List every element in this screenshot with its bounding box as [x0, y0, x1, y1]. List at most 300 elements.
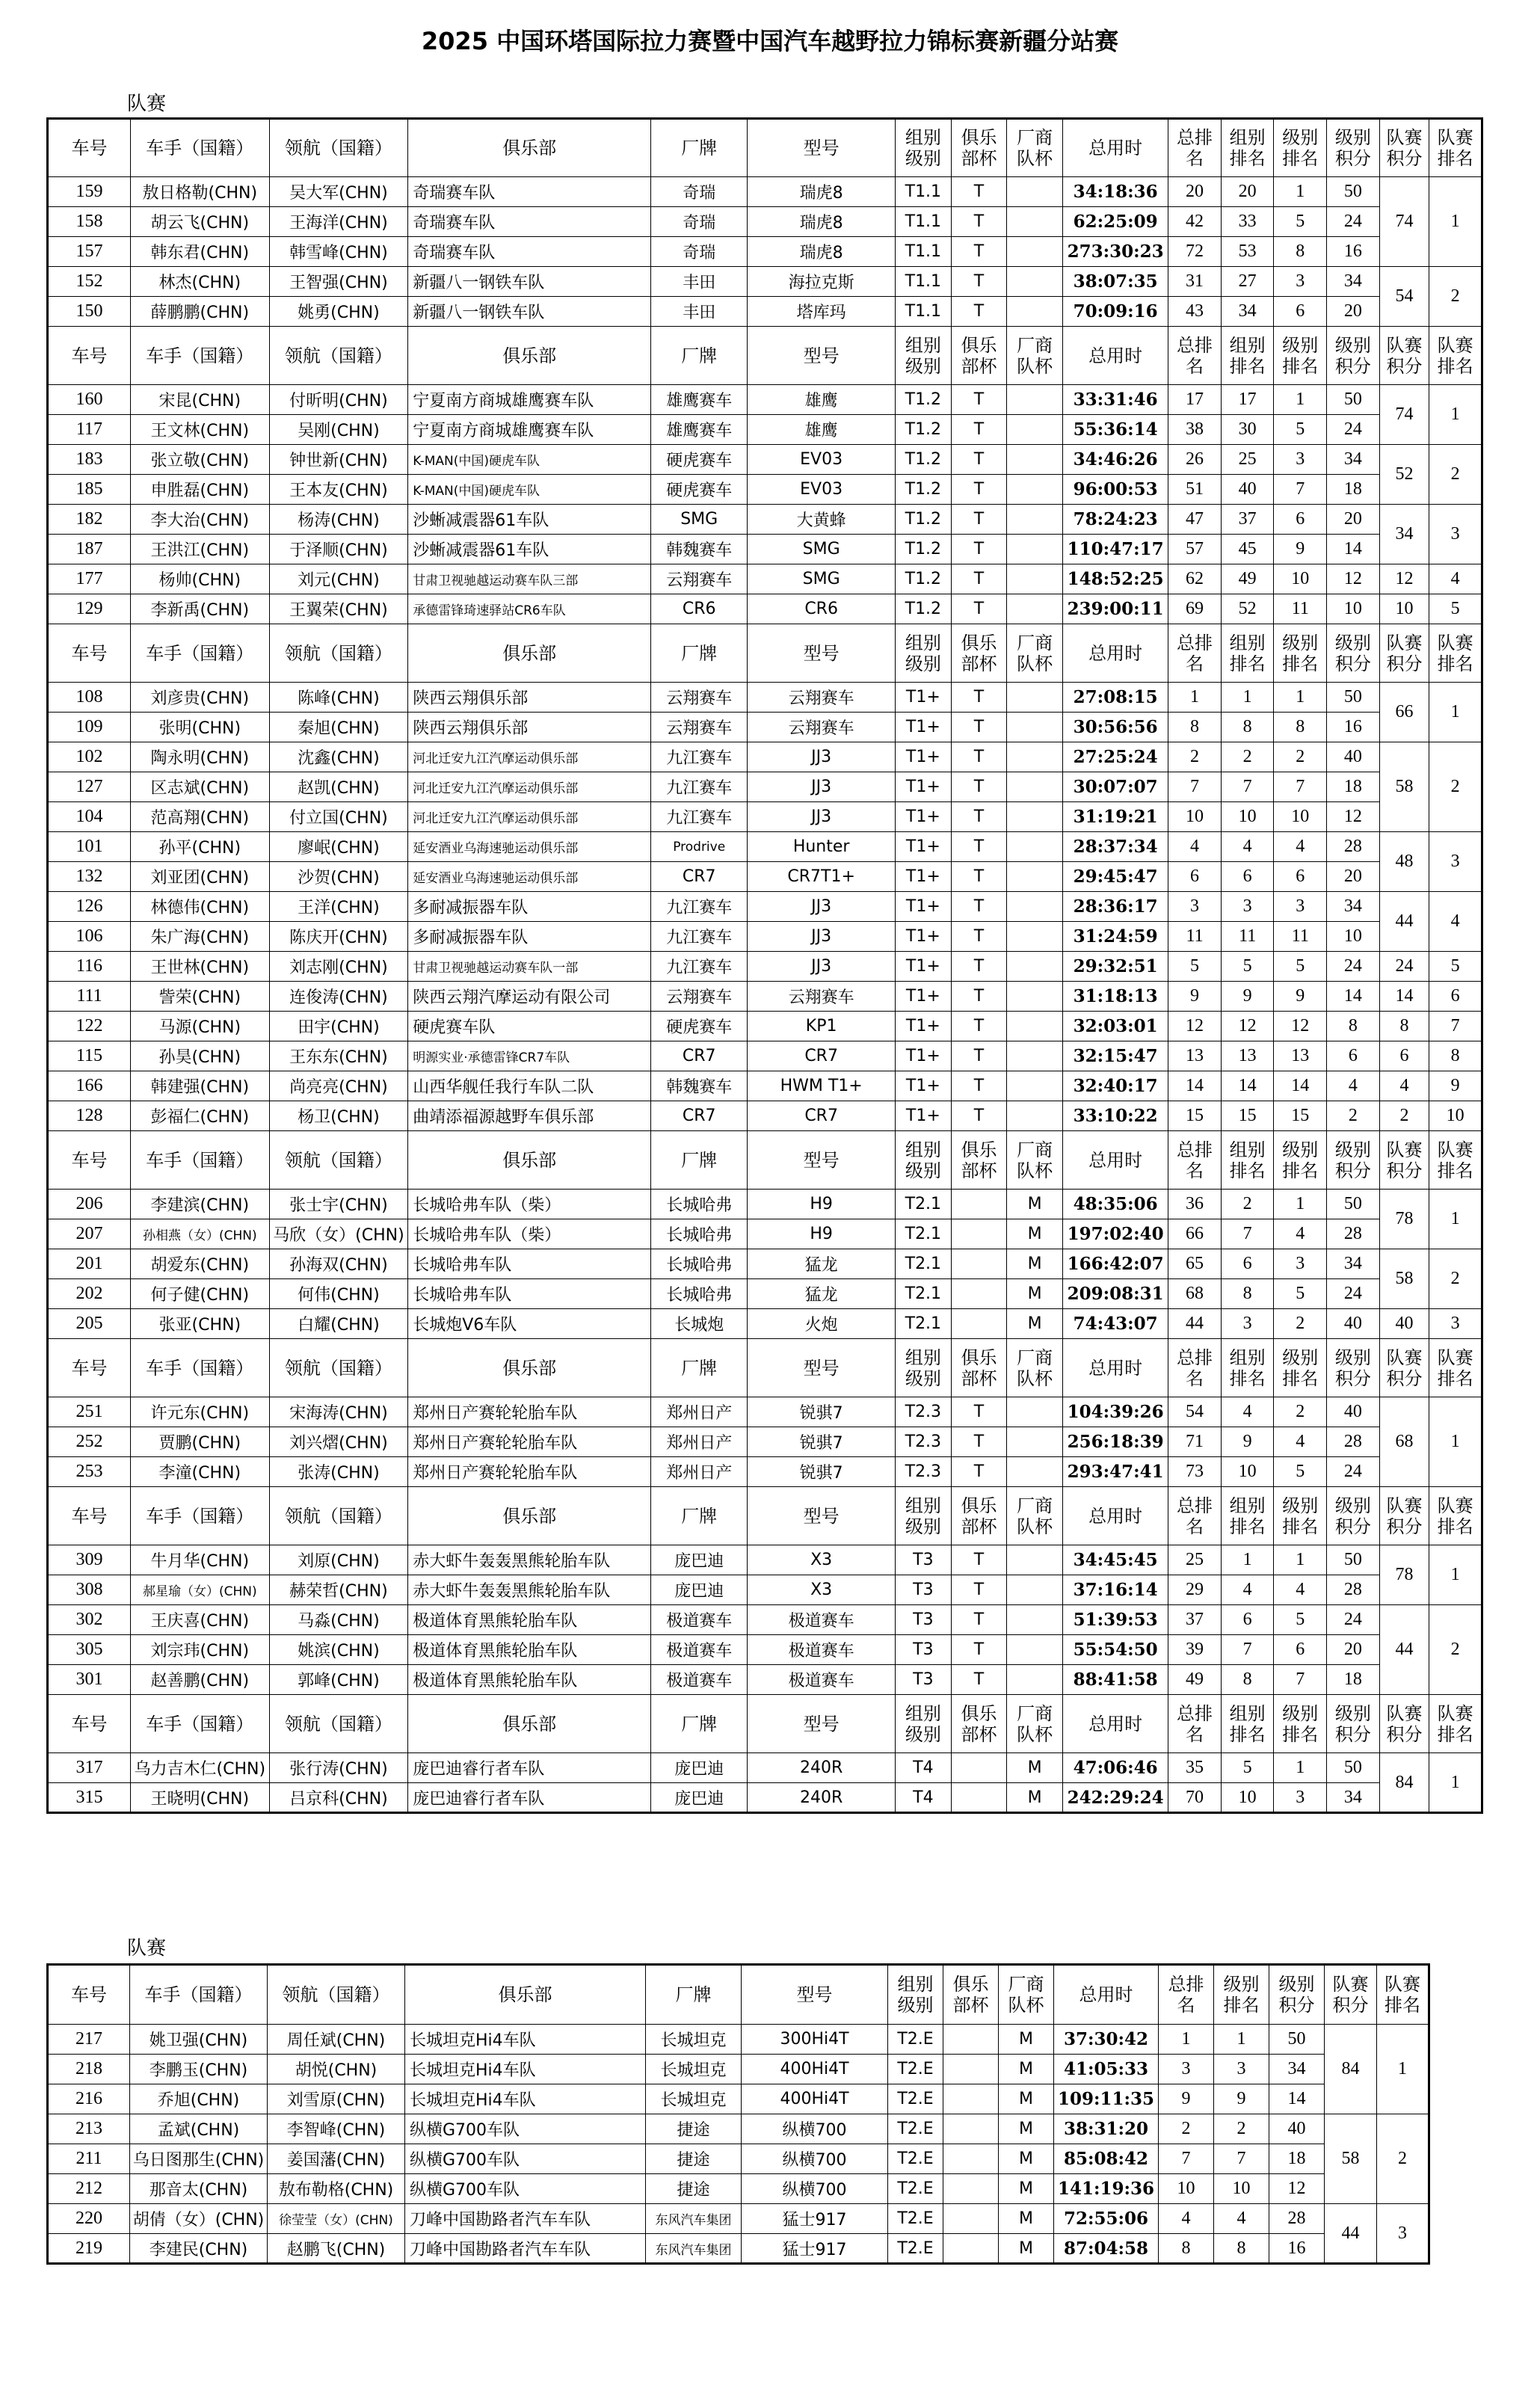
column-header: 车号 [48, 624, 131, 683]
table-cell: 塔库玛 [748, 297, 896, 327]
team-score-cell: 4 [1379, 1071, 1429, 1101]
table-cell: 长城哈弗 [651, 1249, 748, 1279]
table-cell: Hunter [748, 832, 896, 862]
column-header: 厂商队杯 [1007, 1131, 1063, 1190]
table-cell: 2 [1221, 1190, 1274, 1219]
table-cell: T1.2 [896, 475, 952, 505]
table-cell: 9 [1221, 1427, 1274, 1457]
table-cell: 长城坦克Hi4车队 [405, 2055, 646, 2084]
table-header-row [48, 1339, 1482, 1397]
table-cell: 杨卫(CHN) [269, 1101, 408, 1131]
table-cell: 田宇(CHN) [269, 1012, 408, 1041]
table-cell: 3 [1274, 1783, 1327, 1813]
table-cell: 305 [48, 1635, 131, 1665]
team-score-cell: 34 [1379, 505, 1429, 564]
table-row [48, 1635, 1482, 1665]
table-cell [951, 1753, 1007, 1783]
team-rank-cell: 10 [1429, 1101, 1482, 1131]
column-header: 厂商队杯 [1007, 1695, 1063, 1753]
table-cell: 陕西云翔汽摩运动有限公司 [408, 982, 651, 1012]
table-cell: T [951, 1101, 1007, 1131]
table-cell: T [951, 862, 1007, 892]
table-cell: 10 [1221, 1457, 1274, 1487]
table-cell: 30 [1221, 415, 1274, 445]
table-cell: T2.1 [896, 1309, 952, 1339]
table-cell: T2.3 [896, 1457, 952, 1487]
table-cell: KP1 [748, 1012, 896, 1041]
table-cell: 220 [48, 2204, 130, 2234]
column-header: 俱乐部 [408, 1131, 651, 1190]
table-cell: 1 [1168, 683, 1222, 713]
table-cell [1007, 237, 1063, 267]
table-cell: 林德伟(CHN) [130, 892, 269, 922]
column-header: 组别排名 [1221, 1131, 1274, 1190]
table-cell: 锐骐7 [748, 1457, 896, 1487]
table-cell: 9 [1221, 982, 1274, 1012]
column-header: 总排名 [1168, 1487, 1222, 1545]
table-cell [1007, 297, 1063, 327]
table-cell: 山西华舰任我行车队二队 [408, 1071, 651, 1101]
table-cell: T [951, 1397, 1007, 1427]
table-cell: 雄鹰赛车 [651, 385, 748, 415]
table-cell: 郑州日产 [651, 1457, 748, 1487]
table-cell [943, 2025, 999, 2055]
table-cell: T [951, 982, 1007, 1012]
table-cell: 极道赛车 [748, 1665, 896, 1695]
table-cell: 34 [1327, 445, 1380, 475]
table-cell: 197:02:40 [1062, 1219, 1168, 1249]
table-cell: T1.1 [896, 207, 952, 237]
table-cell: 27:25:24 [1062, 742, 1168, 772]
table-cell: 张行涛(CHN) [269, 1753, 408, 1783]
table-cell: 55:54:50 [1062, 1635, 1168, 1665]
table-cell: 106 [48, 922, 131, 952]
table-cell: 朱广海(CHN) [130, 922, 269, 952]
table-cell: K-MAN(中国)硬虎车队 [408, 445, 651, 475]
column-header: 级别排名 [1274, 327, 1327, 385]
column-header: 车号 [48, 1131, 131, 1190]
table-cell: 乌力吉木仁(CHN) [130, 1753, 269, 1783]
table-cell: 50 [1269, 2025, 1325, 2055]
table-cell: T1+ [896, 892, 952, 922]
table-cell: T4 [896, 1783, 952, 1813]
column-header: 队赛排名 [1429, 1131, 1482, 1190]
table-cell: 69 [1168, 594, 1222, 624]
column-header: 组别级别 [896, 624, 952, 683]
table-cell: Prodrive [651, 832, 748, 862]
table-cell: 宋昆(CHN) [130, 385, 269, 415]
table-cell: 24 [1327, 1457, 1380, 1487]
table-cell: 王智强(CHN) [269, 267, 408, 297]
table-cell: T1+ [896, 802, 952, 832]
table-cell: CR7 [651, 1101, 748, 1131]
column-header: 组别级别 [896, 1487, 952, 1545]
table-cell: 云翔赛车 [651, 982, 748, 1012]
table-cell: 8 [1168, 713, 1222, 742]
table-cell: 400Hi4T [742, 2084, 888, 2114]
table-cell: CR7T1+ [748, 862, 896, 892]
table-cell: 14 [1327, 535, 1380, 564]
table-cell [1007, 505, 1063, 535]
table-cell: 火炮 [748, 1309, 896, 1339]
table-row [48, 564, 1482, 594]
table-cell: T2.E [888, 2174, 943, 2204]
table-cell [1007, 1101, 1063, 1131]
table-cell: 40 [1327, 1309, 1380, 1339]
table-cell: 31:18:13 [1062, 982, 1168, 1012]
table-cell: 187 [48, 535, 131, 564]
table-cell: 217 [48, 2025, 130, 2055]
table-cell: 极道赛车 [651, 1665, 748, 1695]
team-rank-cell: 3 [1377, 2204, 1429, 2264]
team-rank-cell: 1 [1429, 683, 1482, 742]
team-score-cell: 40 [1379, 1309, 1429, 1339]
table-cell: 沙蜥减震器61车队 [408, 535, 651, 564]
column-header: 级别排名 [1274, 1695, 1327, 1753]
column-header: 俱乐部 [408, 1339, 651, 1397]
table-cell: 34 [1327, 892, 1380, 922]
table-cell: 177 [48, 564, 131, 594]
table-cell: 31:24:59 [1062, 922, 1168, 952]
table-cell: 九江赛车 [651, 772, 748, 802]
table-cell: 78:24:23 [1062, 505, 1168, 535]
column-header: 队赛排名 [1429, 1487, 1482, 1545]
table-cell: 3 [1274, 892, 1327, 922]
table-cell: 于泽顺(CHN) [269, 535, 408, 564]
table-cell: 区志斌(CHN) [130, 772, 269, 802]
table-cell: 王洋(CHN) [269, 892, 408, 922]
table-cell [1007, 207, 1063, 237]
table-cell: 胡倩（女）(CHN) [130, 2204, 268, 2234]
column-header: 队赛排名 [1429, 1695, 1482, 1753]
team-score-cell: 58 [1379, 742, 1429, 832]
table-cell: 18 [1327, 772, 1380, 802]
table-cell: T2.E [888, 2025, 943, 2055]
table-cell: 37 [1221, 505, 1274, 535]
column-header: 俱乐部杯 [951, 327, 1007, 385]
table-row [48, 505, 1482, 535]
table-cell: 29:32:51 [1062, 952, 1168, 982]
table-cell: T1+ [896, 683, 952, 713]
table-cell: 87:04:58 [1054, 2234, 1159, 2264]
table-cell [1007, 415, 1063, 445]
table-cell: 郑州日产赛轮轮胎车队 [408, 1457, 651, 1487]
table-cell [951, 1309, 1007, 1339]
table-cell: 88:41:58 [1062, 1665, 1168, 1695]
table-cell: 6 [1274, 505, 1327, 535]
table-cell [1007, 1071, 1063, 1101]
table-cell: T [951, 237, 1007, 267]
table-cell: 李潼(CHN) [130, 1457, 269, 1487]
table-cell: 54 [1168, 1397, 1222, 1427]
table-cell: 34:45:45 [1062, 1545, 1168, 1575]
table-cell: 110:47:17 [1062, 535, 1168, 564]
table-cell: 5 [1221, 1753, 1274, 1783]
table-cell: 7 [1221, 1219, 1274, 1249]
table-cell: 9 [1168, 982, 1222, 1012]
table-cell: 姜国藩(CHN) [268, 2144, 405, 2174]
table-cell: 10 [1274, 564, 1327, 594]
table-cell: 53 [1221, 237, 1274, 267]
table-cell: 云翔赛车 [651, 564, 748, 594]
table-cell: T2.3 [896, 1427, 952, 1457]
team-score-cell: 44 [1379, 892, 1429, 952]
table-cell [1007, 1457, 1063, 1487]
table-cell: 孙昊(CHN) [130, 1041, 269, 1071]
table-cell: 李智峰(CHN) [268, 2114, 405, 2144]
table-cell: 7 [1214, 2144, 1269, 2174]
column-header: 队赛排名 [1429, 1339, 1482, 1397]
table-cell [1007, 862, 1063, 892]
table-cell: 刘元(CHN) [269, 564, 408, 594]
team-rank-cell: 2 [1429, 1605, 1482, 1695]
table-cell: 4 [1327, 1071, 1380, 1101]
table-cell: 73 [1168, 1457, 1222, 1487]
table-cell: 刘彦贵(CHN) [130, 683, 269, 713]
table-cell: 刘亚团(CHN) [130, 862, 269, 892]
column-header: 队赛积分 [1379, 624, 1429, 683]
team-score-cell: 8 [1379, 1012, 1429, 1041]
column-header: 队赛积分 [1379, 119, 1429, 177]
table-cell: 71 [1168, 1427, 1222, 1457]
table-row [48, 802, 1482, 832]
table-cell: 1 [1221, 1545, 1274, 1575]
table-cell: M [999, 2114, 1054, 2144]
table-cell: 33:31:46 [1062, 385, 1168, 415]
table-cell: 28 [1269, 2204, 1325, 2234]
table-cell: 赤大虾牛轰轰黑熊轮胎车队 [408, 1575, 651, 1605]
table-cell: 42 [1168, 207, 1222, 237]
table-cell: 东风汽车集团 [646, 2234, 742, 2264]
table-cell: 20 [1221, 177, 1274, 207]
table-cell: 31 [1168, 267, 1222, 297]
table-row [48, 952, 1482, 982]
column-header: 组别级别 [896, 1339, 952, 1397]
table-cell: 4 [1274, 1219, 1327, 1249]
column-header: 俱乐部 [408, 1695, 651, 1753]
table-cell: 3 [1159, 2055, 1214, 2084]
team-rank-cell: 2 [1429, 1249, 1482, 1309]
table-cell: 4 [1221, 1397, 1274, 1427]
team-score-cell: 24 [1379, 952, 1429, 982]
table-cell: 2 [1327, 1101, 1380, 1131]
table-row [48, 415, 1482, 445]
table-cell: 猛士917 [742, 2234, 888, 2264]
table-cell: 62 [1168, 564, 1222, 594]
table-cell: 秦旭(CHN) [269, 713, 408, 742]
column-header: 总排名 [1168, 119, 1222, 177]
table-cell: 5 [1274, 952, 1327, 982]
table-cell: 云翔赛车 [748, 982, 896, 1012]
column-header: 组别排名 [1221, 1487, 1274, 1545]
table-cell: 32:15:47 [1062, 1041, 1168, 1071]
table-cell: 14 [1269, 2084, 1325, 2114]
table-cell: 孟斌(CHN) [130, 2114, 268, 2144]
table-cell: 6 [1274, 297, 1327, 327]
column-header: 俱乐部杯 [951, 1487, 1007, 1545]
team-rank-cell: 1 [1429, 385, 1482, 445]
table-cell: 26 [1168, 445, 1222, 475]
table-cell: JJ3 [748, 772, 896, 802]
team-score-cell: 12 [1379, 564, 1429, 594]
table-cell: T2.1 [896, 1190, 952, 1219]
table-cell: 韩东君(CHN) [130, 237, 269, 267]
column-header: 队赛排名 [1377, 1965, 1429, 2025]
table-cell: 8 [1221, 1279, 1274, 1309]
table-row [48, 1219, 1482, 1249]
table-cell: 7 [1274, 1665, 1327, 1695]
table-cell: 延安酒业乌海速驰运动俱乐部 [408, 832, 651, 862]
table-cell: 薛鹏鹏(CHN) [130, 297, 269, 327]
table-cell: 纵横G700车队 [405, 2144, 646, 2174]
table-cell: 赫荣哲(CHN) [269, 1575, 408, 1605]
table-cell: 3 [1221, 1309, 1274, 1339]
team-rank-cell: 3 [1429, 832, 1482, 892]
table-cell: T [951, 1427, 1007, 1457]
table-cell: 47:06:46 [1062, 1753, 1168, 1783]
table-cell: 7 [1168, 772, 1222, 802]
table-cell: 31:19:21 [1062, 802, 1168, 832]
team-rank-cell: 4 [1429, 564, 1482, 594]
table-cell: 云翔赛车 [651, 683, 748, 713]
table-cell: 瑞虎8 [748, 207, 896, 237]
table-cell: 49 [1168, 1665, 1222, 1695]
table-cell: 姚卫强(CHN) [130, 2025, 268, 2055]
table-cell: 150 [48, 297, 131, 327]
table-cell: 承德雷锋琦速驿站CR6车队 [408, 594, 651, 624]
column-header: 厂商队杯 [1007, 624, 1063, 683]
table-cell: 5 [1274, 415, 1327, 445]
table-cell: 九江赛车 [651, 742, 748, 772]
table-cell: 17 [1221, 385, 1274, 415]
table-cell: 116 [48, 952, 131, 982]
table-cell: 10 [1327, 922, 1380, 952]
column-header: 级别积分 [1327, 119, 1380, 177]
table-cell: 捷途 [646, 2144, 742, 2174]
table-cell: 40 [1327, 742, 1380, 772]
table-cell: 28:37:34 [1062, 832, 1168, 862]
table-cell: T [951, 1012, 1007, 1041]
table-cell: 15 [1221, 1101, 1274, 1131]
table-cell: 刘兴熠(CHN) [269, 1427, 408, 1457]
table-cell: 长城坦克Hi4车队 [405, 2025, 646, 2055]
table-cell: 1 [1274, 683, 1327, 713]
column-header: 俱乐部杯 [951, 119, 1007, 177]
table-cell: 240R [748, 1753, 896, 1783]
table-cell: 长城哈弗 [651, 1279, 748, 1309]
team-rank-cell: 6 [1429, 982, 1482, 1012]
table-cell: 15 [1274, 1101, 1327, 1131]
table-cell [1007, 535, 1063, 564]
table-cell: 183 [48, 445, 131, 475]
team-rank-cell: 3 [1429, 505, 1482, 564]
table-cell: 6 [1221, 1605, 1274, 1635]
table-cell: 6 [1168, 862, 1222, 892]
table-row [48, 2174, 1429, 2204]
column-header: 车手（国籍） [130, 119, 269, 177]
table-cell: 20 [1168, 177, 1222, 207]
table-cell: T [951, 535, 1007, 564]
column-header: 俱乐部杯 [951, 1695, 1007, 1753]
table-cell: 敖布勒格(CHN) [268, 2174, 405, 2204]
column-header: 队赛积分 [1325, 1965, 1377, 2025]
table-cell: 2 [1159, 2114, 1214, 2144]
table-cell: 贾鹏(CHN) [130, 1427, 269, 1457]
column-header: 级别积分 [1327, 1695, 1380, 1753]
table-cell: 38 [1168, 415, 1222, 445]
table-cell [1007, 1397, 1063, 1427]
table-cell: 李建滨(CHN) [130, 1190, 269, 1219]
table-cell [943, 2055, 999, 2084]
column-header: 总排名 [1168, 1695, 1222, 1753]
table-cell: 13 [1168, 1041, 1222, 1071]
table-cell [1007, 922, 1063, 952]
column-header: 车手（国籍） [130, 1487, 269, 1545]
table-cell: 74:43:07 [1062, 1309, 1168, 1339]
column-header: 领航（国籍） [269, 1487, 408, 1545]
column-header: 车号 [48, 1965, 130, 2025]
table-cell: 刘雪原(CHN) [268, 2084, 405, 2114]
table-cell: T2.3 [896, 1397, 952, 1427]
table-cell: 宁夏南方商城雄鹰赛车队 [408, 415, 651, 445]
table-cell: 4 [1159, 2204, 1214, 2234]
table-cell: T3 [896, 1665, 952, 1695]
table-cell: H9 [748, 1190, 896, 1219]
table-cell: 66 [1168, 1219, 1222, 1249]
table-cell: 杨帅(CHN) [130, 564, 269, 594]
table-cell: JJ3 [748, 802, 896, 832]
table-cell: 訾荣(CHN) [130, 982, 269, 1012]
table-cell: 47 [1168, 505, 1222, 535]
table-cell: 胡悦(CHN) [268, 2055, 405, 2084]
table-cell: 瑞虎8 [748, 177, 896, 207]
table-cell: 九江赛车 [651, 952, 748, 982]
table-cell: T1+ [896, 1101, 952, 1131]
table-cell: 长城坦克Hi4车队 [405, 2084, 646, 2114]
table-cell: 72 [1168, 237, 1222, 267]
table-cell: 廖岷(CHN) [269, 832, 408, 862]
table-cell: 新疆八一钢铁车队 [408, 267, 651, 297]
table-cell: 57 [1168, 535, 1222, 564]
column-header: 级别积分 [1327, 327, 1380, 385]
table-cell: 刘宗玮(CHN) [130, 1635, 269, 1665]
table-cell: 长城哈弗车队 [408, 1279, 651, 1309]
table-cell: 奇瑞 [651, 207, 748, 237]
table-row [48, 742, 1482, 772]
table-cell: 王晓明(CHN) [130, 1783, 269, 1813]
table-cell: 3 [1221, 892, 1274, 922]
table-cell [951, 1219, 1007, 1249]
team-rank-cell: 1 [1429, 1753, 1482, 1813]
table-cell: 1 [1221, 683, 1274, 713]
table-cell: 付立国(CHN) [269, 802, 408, 832]
table-cell: 2 [1274, 1309, 1327, 1339]
table-cell: 孙平(CHN) [130, 832, 269, 862]
column-header: 领航（国籍） [269, 119, 408, 177]
table-cell: 庞巴迪 [651, 1783, 748, 1813]
column-header: 型号 [748, 1487, 896, 1545]
table-cell: 20 [1327, 862, 1380, 892]
table-cell: M [999, 2144, 1054, 2174]
table-cell: 44 [1168, 1309, 1222, 1339]
table-cell: 16 [1269, 2234, 1325, 2264]
column-header: 车号 [48, 1339, 131, 1397]
column-header: 队赛排名 [1429, 119, 1482, 177]
column-header: 厂商队杯 [1007, 327, 1063, 385]
column-header: 领航（国籍） [269, 624, 408, 683]
table-cell: 白耀(CHN) [269, 1309, 408, 1339]
table-cell: 九江赛车 [651, 802, 748, 832]
